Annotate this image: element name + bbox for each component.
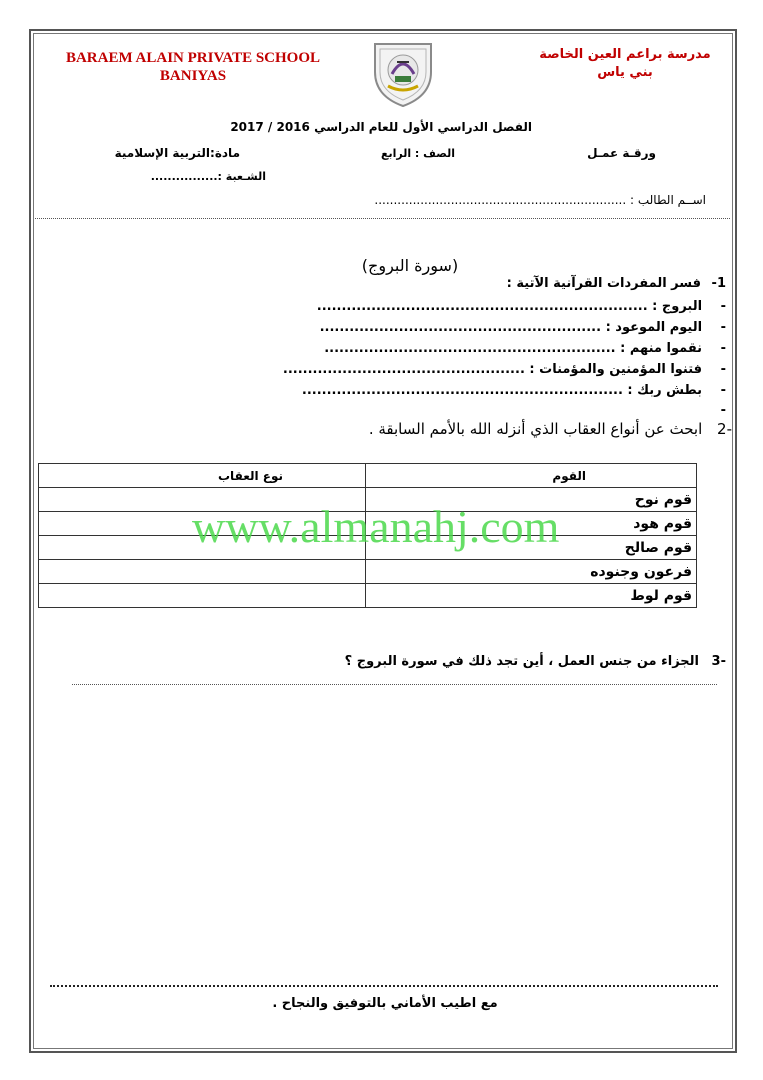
watermark: www.almanahj.com [192,501,560,552]
semester-line: الفصل الدراسي الأول للعام الدراسي 2016 / 2017 [230,120,532,134]
q2-heading [330,420,732,438]
subject-label: مادة:التربية الإسلامية [114,146,240,160]
item-text: بطش ربك : ................................................................. [301,383,703,398]
q1-extra-dash: - [720,403,726,418]
footer-wish: مع اطيب الأماني بالتوفيق والنجاح . [272,996,498,1011]
q1-number: 1- [711,276,726,291]
q1-heading [500,276,726,291]
q1-item [300,383,726,398]
header-punishment: نوع العقاب [39,464,366,488]
q1-item [300,341,726,356]
item-text: البروج : ................................................................... [316,299,703,314]
item-dash: - [720,362,726,377]
q2-number: -2 [717,420,732,438]
q1-item [300,299,726,314]
school-name-en-line2: BANIYAS [159,68,227,84]
student-name-field: اســم الطالب : .................................................................. [374,193,706,207]
item-dash: - [720,299,726,314]
item-text: نقموا منهم : ........................................................... [324,341,703,356]
cell-people: قوم هود [366,512,697,536]
header-separator [35,218,730,219]
q3-prompt: الجزاء من جنس العمل ، أين تجد ذلك في سورة البروج ؟ [344,654,700,669]
q3-answer-line[interactable] [72,684,717,685]
item-dash: - [720,320,726,335]
section-field: الشـعبة :................ [150,170,266,183]
school-logo-icon [371,38,435,108]
header-people: القوم [366,464,697,488]
cell-people: قوم صالح [366,536,697,560]
school-name-en-line1: BARAEM ALAIN PRIVATE SCHOOL [65,50,321,66]
worksheet-label: ورقـة عمـل [587,146,656,160]
cell-punishment[interactable] [39,584,366,608]
cell-people: قوم نوح [366,488,697,512]
table-row [39,560,697,584]
item-dash: - [720,383,726,398]
school-name-ar-line1: مدرسة براعم العين الخاصة [539,47,711,62]
item-text: فتنوا المؤمنين والمؤمنات : ................................................. [282,362,703,377]
q1-item [280,362,726,377]
cell-people: قوم لوط [366,584,697,608]
table-row [39,584,697,608]
q1-prompt: فسر المفردات القرآنية الآتية : [506,276,702,291]
item-text: اليوم الموعود : ......................................................... [319,320,703,335]
cell-punishment[interactable] [39,560,366,584]
q2-prompt: ابحث عن أنواع العقاب الذي أنزله الله بالأمم السابقة . [368,420,703,438]
surah-title: (سورة البروج) [361,256,459,275]
footer-separator [50,985,718,987]
q3-heading [344,654,726,669]
school-name-ar-line2: بني ياس [597,65,653,80]
q1-item [300,320,726,335]
q3-number: -3 [711,654,726,669]
item-dash: - [720,341,726,356]
cell-people: فرعون وجنوده [366,560,697,584]
table-header-row [39,464,697,488]
grade-label: الصف : الرابع [380,147,455,160]
